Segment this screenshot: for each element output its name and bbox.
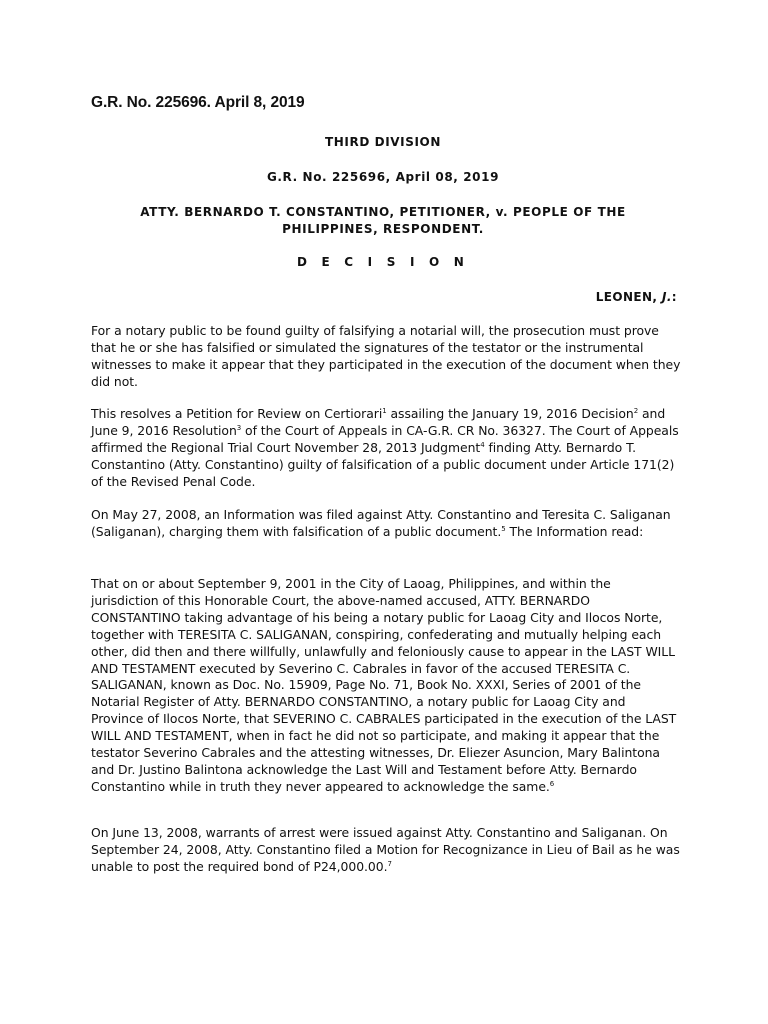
footnote-ref[interactable]: 3: [236, 423, 242, 432]
paragraph-2-text: finding Atty. Bernardo T. Constantino (Atty. Constantino) guilty of falsification of a public document under Article 171(2) of the Revised Penal Code.: [91, 439, 675, 489]
ponente-suffix: J.: [661, 290, 672, 304]
paragraph-2-text: and June 9, 2016 Resolution: [91, 406, 666, 438]
paragraph-3-text: The Information read:: [505, 523, 644, 539]
footnote-ref[interactable]: 6: [549, 779, 555, 788]
parties-line-1: ATTY. BERNARDO T. CONSTANTINO, PETITIONER, v. PEOPLE OF THE: [140, 205, 626, 219]
footnote-ref[interactable]: 1: [382, 406, 387, 415]
case-number: G.R. No. 225696, April 08, 2019: [266, 170, 500, 184]
paragraph-5: [91, 825, 681, 876]
paragraph-2-text: of the Court of Appeals in CA-G.R. CR No. 36327. The Court of Appeals affirmed the Regional Trial Court November 28, 2013 Judgment: [91, 422, 679, 455]
ponente: [596, 290, 677, 304]
paragraph-2-text: assailing the January 19, 2016 Decision: [386, 406, 634, 421]
footnote-ref[interactable]: 4: [480, 440, 485, 449]
footnote-ref[interactable]: 2: [633, 406, 639, 415]
document-title: G.R. No. 225696. April 8, 2019: [91, 94, 305, 111]
footnote-ref[interactable]: 5: [501, 524, 506, 533]
quoted-information-text: That on or about September 9, 2001 in the City of Laoag, Philippines, and within the jurisdiction of this Honorable Court, the above-named accused, ATTY. BERNARDO CONSTANTINO taking advantage of his being a notary public for Laoag City and Ilocos Norte, together with TERESITA C. SALIGANAN, conspiring, confederating and mutually helping each other, did then and there willfully, unlawfully and feloniously cause to appear in the LAST WILL AND TESTAMENT executed by Severino C. Cabrales in favor of the accused TERESITA C. SALIGANAN, known as Doc. No. 15909, Page No. 71, Book No. XXXI, Series of 2001 of the Notarial Register of Atty. BERNARDO CONSTANTINO, a notary public for Laoag City and Province of Ilocos Norte, that SEVERINO C. CABRALES participated in the execution of the LAST WILL AND TESTAMENT, when in fact he did not so participate, and making it appear that the testator Severino Cabrales and the attesting witnesses, Dr. Eliezer Asuncion, Mary Balintona and Dr. Justino Balintona acknowledge the Last Will and Testament before Atty. Bernardo Constantino while in truth they never appeared to acknowledge the same.: [91, 576, 677, 794]
ponente-name: LEONEN,: [595, 290, 658, 304]
quoted-information: [91, 576, 681, 796]
ponente-colon: :: [671, 290, 677, 304]
paragraph-1: For a notary public to be found guilty of falsifying a notarial will, the prosecution must prove that he or she has falsified or simulated the signatures of the testator or the instrumental witnesses to make it appear that they participated in the execution of the document when they did not.: [91, 323, 681, 389]
division-heading: THIRD DIVISION: [324, 135, 441, 149]
paragraph-3: [91, 507, 681, 541]
parties-line-2: PHILIPPINES, RESPONDENT.: [282, 222, 484, 236]
footnote-ref[interactable]: 7: [387, 859, 392, 868]
decision-heading: D E C I S I O N: [296, 255, 470, 269]
paragraph-5-text: On June 13, 2008, warrants of arrest were issued against Atty. Constantino and Saliganan. On September 24, 2008, Atty. Constantino filed a Motion for Recognizance in Lieu of Bail as he was unable to post the required bond of P24,000.00.: [91, 825, 680, 874]
case-parties: [90, 204, 676, 238]
paragraph-2: [91, 406, 681, 491]
paragraph-3-text: On May 27, 2008, an Information was filed against Atty. Constantino and Teresita C. Saliganan (Saliganan), charging them with falsification of a public document.: [91, 507, 671, 539]
paragraph-2-text: This resolves a Petition for Review on Certiorari: [91, 406, 383, 421]
